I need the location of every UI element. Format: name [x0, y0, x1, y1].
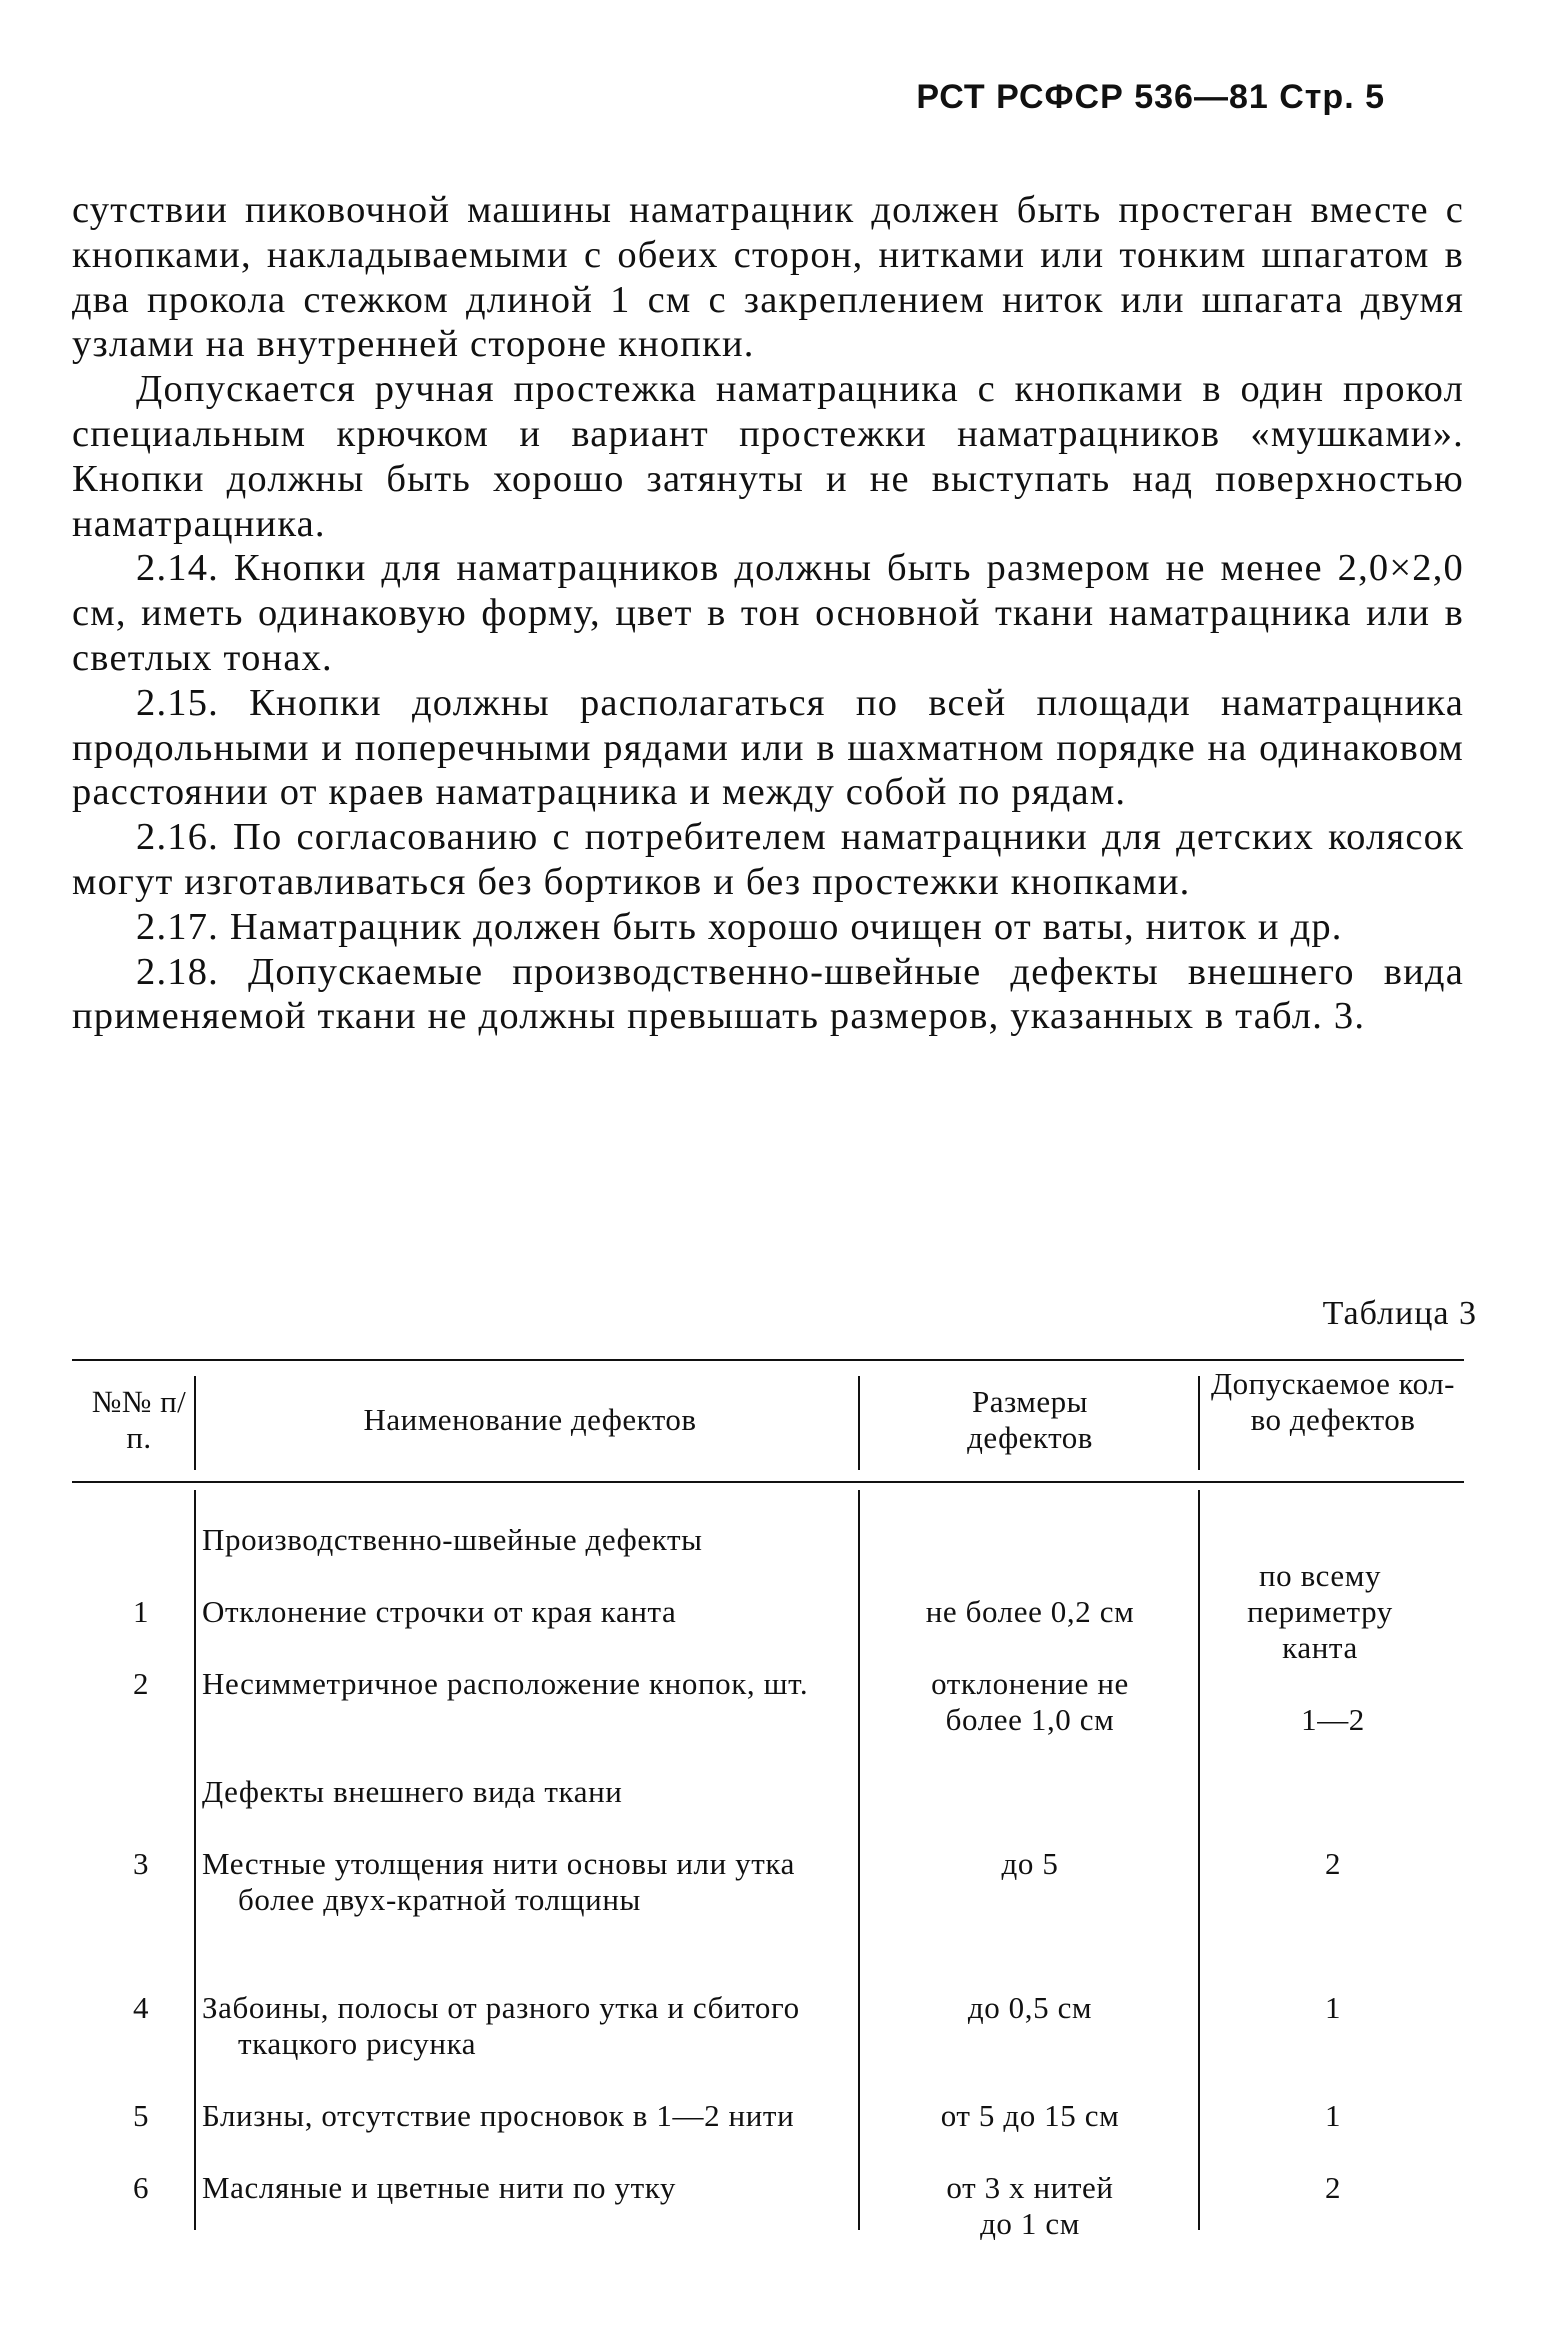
row-5-qty: 1 [1324, 2098, 1342, 2133]
body-divider-3 [1198, 1490, 1200, 2230]
row-4-name: Забоины, полосы от разного утка и сбитого ткацкого рисунка [202, 1990, 800, 2061]
header-size: Размеры дефектов [967, 1384, 1093, 1455]
row-6-name: Масляные и цветные нити по утку [202, 2170, 677, 2205]
paragraph-manual-quilting: Допускается ручная простежка наматрацника с кнопками в один прокол специальным крючком и вариант простежки наматрацников «мушками». Кнопки должны быть хорошо затянуты и не выступать над поверхностью наматрацника. [72, 368, 1464, 545]
row-1-size: не более 0,2 см [925, 1594, 1135, 1629]
row-4-num: 4 [132, 1990, 150, 2025]
clause-2-15: 2.15. Кнопки должны располагаться по всей площади наматрацника продольными и поперечными рядами или в шахматном порядке на одинаковом расстоянии от краев наматрацника и между собой по рядам. [72, 681, 1464, 814]
row-3-size: до 5 [1001, 1846, 1059, 1881]
row-5-num: 5 [132, 2098, 150, 2133]
row-5-size: от 5 до 15 см [940, 2098, 1120, 2133]
row-1-qty: по всему периметру канта [1247, 1558, 1393, 1665]
header-divider-3 [1198, 1376, 1200, 1470]
clause-2-18: 2.18. Допускаемые производственно-швейные дефекты внешнего вида применяемой ткани не должны превышать размеров, указанных в табл. 3. [72, 950, 1464, 1038]
header-name: Наименование дефектов [363, 1402, 697, 1437]
section-sewing-defects: Производственно-швейные дефекты [202, 1522, 703, 1557]
row-3-qty: 2 [1324, 1846, 1342, 1881]
row-2-name: Несимметричное расположение кнопок, шт. [202, 1666, 809, 1701]
row-6-num: 6 [132, 2170, 150, 2205]
clause-2-16: 2.16. По согласованию с потребителем наматрацники для детских колясок могут изготавливаться без бортиков и без простежки кнопками. [72, 816, 1464, 903]
section-fabric-defects: Дефекты внешнего вида ткани [202, 1774, 623, 1809]
row-5-name: Близны, отсутствие просновок в 1—2 нити [202, 2098, 795, 2133]
row-1-name: Отклонение строчки от края канта [202, 1594, 677, 1629]
row-2-size: отклонение не более 1,0 см [931, 1666, 1129, 1737]
header-qty: Допускаемое кол-во дефектов [1211, 1366, 1455, 1437]
row-3-num: 3 [132, 1846, 150, 1881]
row-6-qty: 2 [1324, 2170, 1342, 2205]
row-2-num: 2 [132, 1666, 150, 1701]
body-divider-1 [194, 1490, 196, 2230]
table-top-rule [72, 1359, 1464, 1361]
table-header-rule [72, 1481, 1464, 1483]
header-divider-1 [194, 1376, 196, 1470]
paragraph-continuation: сутствии пиковочной машины наматрацник должен быть простеган вместе с кнопками, накладываемыми с обеих сторон, нитками или тонким шпагатом в два прокола стежком длиной 1 см с закреплением ниток или шпагата двумя узлами на внутренней стороне кнопки. [72, 189, 1464, 366]
header-divider-2 [858, 1376, 860, 1470]
row-1-num: 1 [132, 1594, 150, 1629]
table-caption: Таблица 3 [1322, 1295, 1477, 1332]
row-2-qty: 1—2 [1301, 1702, 1365, 1737]
header-num: №№ п/п. [91, 1384, 187, 1455]
row-4-size: до 0,5 см [967, 1990, 1093, 2025]
clause-2-14: 2.14. Кнопки для наматрацников должны быть размером не менее 2,0×2,0 см, иметь одинаковую форму, цвет в тон основной ткани наматрацника или в светлых тонах. [72, 547, 1464, 679]
row-4-qty: 1 [1324, 1990, 1342, 2025]
row-3-name: Местные утолщения нити основы или утка более двух-кратной толщины [202, 1846, 795, 1917]
body-text [72, 188, 1464, 1039]
row-6-size: от 3 х нитей до 1 см [946, 2170, 1114, 2241]
clause-2-17: 2.17. Наматрацник должен быть хорошо очищен от ваты, ниток и др. [136, 905, 1343, 948]
page-header: РСТ РСФСР 536—81 Стр. 5 [916, 78, 1385, 116]
